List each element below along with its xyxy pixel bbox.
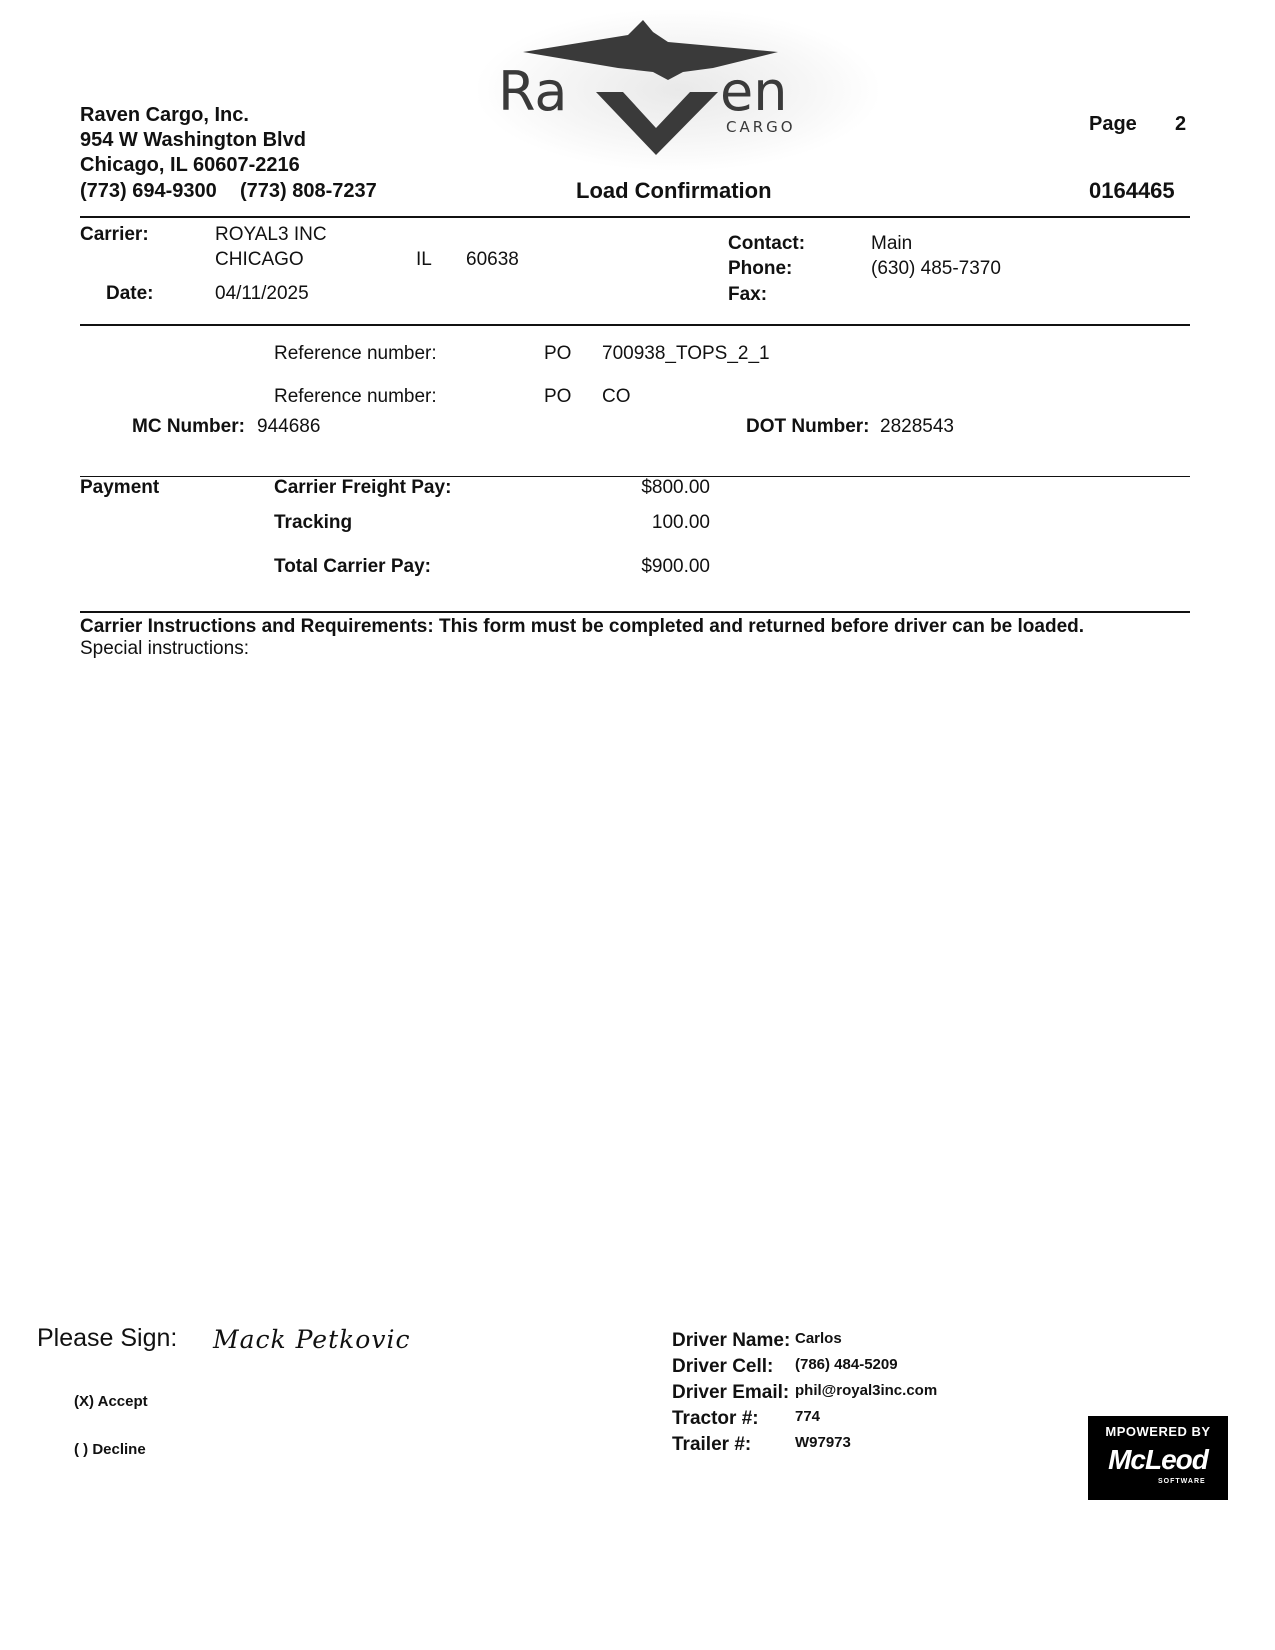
instructions-divider <box>80 611 1190 613</box>
accept-option[interactable]: (X) Accept <box>74 1393 148 1410</box>
carrier-divider <box>80 324 1190 326</box>
decline-option[interactable]: ( ) Decline <box>74 1441 146 1458</box>
contact-value: Main <box>871 233 913 254</box>
payment-label: Payment <box>80 477 160 498</box>
header-divider <box>80 216 1190 218</box>
dot-number-label: DOT Number: <box>746 416 870 437</box>
phone-label: Phone: <box>728 258 793 279</box>
logo-text-right: en <box>720 60 788 123</box>
reference-label: Reference number: <box>274 343 437 364</box>
carrier-label: Carrier: <box>80 224 149 245</box>
raven-v-icon <box>596 92 718 155</box>
company-name: Raven Cargo, Inc. <box>80 104 249 126</box>
driver-email-label: Driver Email: <box>672 1382 790 1403</box>
total-pay-value: $900.00 <box>641 556 710 577</box>
carrier-zip: 60638 <box>466 249 519 270</box>
tractor-value: 774 <box>795 1408 821 1425</box>
freight-pay-label: Carrier Freight Pay: <box>274 477 452 498</box>
company-address2: Chicago, IL 60607-2216 <box>80 154 300 176</box>
fax-label: Fax: <box>728 284 768 305</box>
reference-label: Reference number: <box>274 386 437 407</box>
raven-logo <box>478 10 878 170</box>
tracking-label: Tracking <box>274 512 353 533</box>
special-instructions-label: Special instructions: <box>80 638 249 659</box>
driver-name-value: Carlos <box>795 1330 842 1347</box>
please-sign-label: Please Sign: <box>37 1324 178 1352</box>
tracking-value: 100.00 <box>651 512 710 533</box>
dot-number-value: 2828543 <box>880 416 954 437</box>
logo-subtext: CARGO <box>726 118 796 136</box>
company-phone2: (773) 808-7237 <box>240 180 377 202</box>
mc-number-label: MC Number: <box>132 416 245 437</box>
freight-pay-value: $800.00 <box>641 477 710 498</box>
signature-value: Mack Petkovic <box>213 1325 411 1354</box>
logo-text-left: Ra <box>498 60 568 123</box>
reference-type: PO <box>544 386 572 407</box>
contact-label: Contact: <box>728 233 806 254</box>
reference-value: 700938_TOPS_2_1 <box>602 343 770 364</box>
page-label: Page <box>1089 113 1137 135</box>
page-number: 2 <box>1175 113 1187 135</box>
carrier-city: CHICAGO <box>215 249 304 270</box>
driver-name-label: Driver Name: <box>672 1330 791 1351</box>
phone-value: (630) 485-7370 <box>871 258 1001 279</box>
document-title: Load Confirmation <box>576 178 772 203</box>
driver-email-value: phil@royal3inc.com <box>795 1382 938 1399</box>
carrier-state: IL <box>416 249 432 270</box>
badge-line1: MPOWERED BY <box>1105 1424 1211 1439</box>
driver-cell-label: Driver Cell: <box>672 1356 774 1377</box>
mcleod-badge <box>1088 1416 1228 1500</box>
company-phone1: (773) 694-9300 <box>80 180 217 202</box>
mc-number-value: 944686 <box>257 416 321 437</box>
carrier-name: ROYAL3 INC <box>215 224 327 245</box>
reference-type: PO <box>544 343 572 364</box>
document-number: 0164465 <box>1089 178 1175 203</box>
instructions-heading: Carrier Instructions and Requirements: This form must be completed and returned before driver can be loaded. <box>80 616 1085 637</box>
badge-line3: SOFTWARE <box>1158 1478 1206 1485</box>
driver-cell-value: (786) 484-5209 <box>795 1356 898 1373</box>
reference-value: CO <box>602 386 631 407</box>
badge-line2: McLeod <box>1108 1444 1208 1475</box>
date-value: 04/11/2025 <box>215 283 309 304</box>
total-pay-label: Total Carrier Pay: <box>274 556 431 577</box>
trailer-value: W97973 <box>795 1434 851 1451</box>
company-address1: 954 W Washington Blvd <box>80 129 306 151</box>
trailer-label: Trailer #: <box>672 1434 752 1455</box>
tractor-label: Tractor #: <box>672 1408 759 1429</box>
date-label: Date: <box>106 283 154 304</box>
